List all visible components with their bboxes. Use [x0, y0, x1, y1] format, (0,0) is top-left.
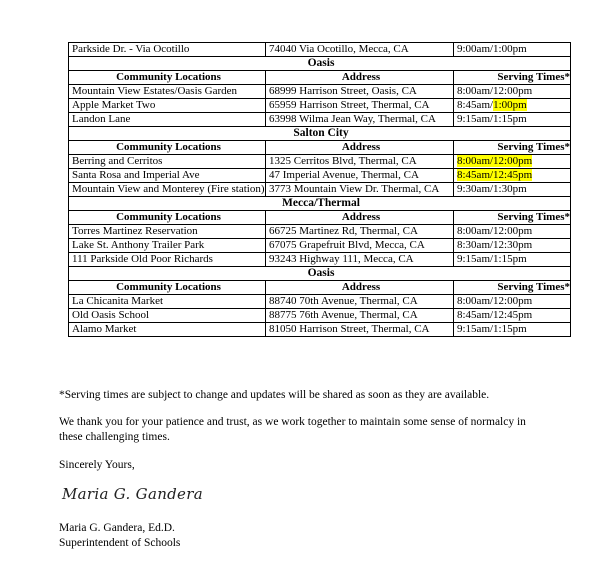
header-location: Community Locations: [69, 141, 266, 155]
table-row: [69, 85, 571, 99]
location-cell: Landon Lane: [69, 113, 266, 127]
header-row: [69, 211, 571, 225]
times-cell: 8:45am/12:45pm: [454, 309, 571, 323]
section-title: Oasis: [69, 57, 571, 71]
header-address: Address: [266, 141, 454, 155]
header-row: [69, 71, 571, 85]
header-location: Community Locations: [69, 211, 266, 225]
header-times: Serving Times*: [454, 281, 571, 295]
location-cell: Apple Market Two: [69, 99, 266, 113]
header-row: [69, 281, 571, 295]
times-cell: 9:15am/1:15pm: [454, 323, 571, 337]
table-row: [69, 225, 571, 239]
times-cell: [454, 155, 571, 169]
address-cell: 68999 Harrison Street, Oasis, CA: [266, 85, 454, 99]
address-cell: 47 Imperial Avenue, Thermal, CA: [266, 169, 454, 183]
signature: Maria G. Gandera: [62, 485, 203, 503]
table-row: [69, 323, 571, 337]
footnote: *Serving times are subject to change and updates will be shared as soon as they are available.: [59, 389, 490, 401]
times-cell: 8:00am/12:00pm: [454, 295, 571, 309]
table-row: [69, 113, 571, 127]
section-heading-row: [69, 267, 571, 281]
times-start: 8:45am/: [457, 99, 494, 111]
address-cell: 63998 Wilma Jean Way, Thermal, CA: [266, 113, 454, 127]
header-times: Serving Times*: [454, 141, 571, 155]
section-heading-row: [69, 197, 571, 211]
times-cell: 9:30am/1:30pm: [454, 183, 571, 197]
closing: Sincerely Yours,: [59, 459, 135, 471]
table-row: [69, 309, 571, 323]
times-cell: 8:00am/12:00pm: [454, 225, 571, 239]
times-cell: 9:00am/1:00pm: [454, 43, 571, 57]
location-cell: Santa Rosa and Imperial Ave: [69, 169, 266, 183]
header-location: Community Locations: [69, 71, 266, 85]
signer-name: Maria G. Gandera, Ed.D.: [59, 522, 175, 534]
table-row: [69, 155, 571, 169]
location-cell: Berring and Cerritos: [69, 155, 266, 169]
thanks-paragraph: We thank you for your patience and trust, as we work together to maintain some sense of normalcy in these challenging times.: [59, 416, 526, 443]
highlighted-time: 8:45am/12:45pm: [457, 169, 533, 181]
address-cell: 67075 Grapefruit Blvd, Mecca, CA: [266, 239, 454, 253]
address-cell: 88775 76th Avenue, Thermal, CA: [266, 309, 454, 323]
table-row: [69, 43, 571, 57]
section-heading-row: [69, 127, 571, 141]
times-cell: 8:30am/12:30pm: [454, 239, 571, 253]
header-address: Address: [266, 211, 454, 225]
location-cell: Lake St. Anthony Trailer Park: [69, 239, 266, 253]
header-location: Community Locations: [69, 281, 266, 295]
section-heading-row: [69, 57, 571, 71]
location-cell: Parkside Dr. - Via Ocotillo: [69, 43, 266, 57]
table-row: [69, 239, 571, 253]
signer-title: Superintendent of Schools: [59, 537, 181, 549]
address-cell: 74040 Via Ocotillo, Mecca, CA: [266, 43, 454, 57]
location-cell: La Chicanita Market: [69, 295, 266, 309]
header-address: Address: [266, 71, 454, 85]
address-cell: 65959 Harrison Street, Thermal, CA: [266, 99, 454, 113]
location-cell: Torres Martinez Reservation: [69, 225, 266, 239]
table-row: [69, 295, 571, 309]
table-row: [69, 99, 571, 113]
times-cell: [454, 99, 571, 113]
address-cell: 3773 Mountain View Dr. Thermal, CA: [266, 183, 454, 197]
location-cell: 111 Parkside Old Poor Richards: [69, 253, 266, 267]
times-cell: 8:00am/12:00pm: [454, 85, 571, 99]
times-cell: [454, 169, 571, 183]
section-title: Mecca/Thermal: [69, 197, 571, 211]
times-cell: 9:15am/1:15pm: [454, 253, 571, 267]
table-row: [69, 169, 571, 183]
address-cell: 81050 Harrison Street, Thermal, CA: [266, 323, 454, 337]
address-cell: 1325 Cerritos Blvd, Thermal, CA: [266, 155, 454, 169]
section-title: Oasis: [69, 267, 571, 281]
location-cell: Mountain View and Monterey (Fire station): [69, 183, 266, 197]
location-cell: Mountain View Estates/Oasis Garden: [69, 85, 266, 99]
location-cell: Old Oasis School: [69, 309, 266, 323]
table-row: [69, 183, 571, 197]
highlighted-time: 1:00pm: [493, 99, 527, 111]
header-row: [69, 141, 571, 155]
highlighted-time: 8:00am/12:00pm: [457, 155, 533, 167]
header-times: Serving Times*: [454, 71, 571, 85]
address-cell: 93243 Highway 111, Mecca, CA: [266, 253, 454, 267]
header-address: Address: [266, 281, 454, 295]
section-title: Salton City: [69, 127, 571, 141]
address-cell: 66725 Martinez Rd, Thermal, CA: [266, 225, 454, 239]
address-cell: 88740 70th Avenue, Thermal, CA: [266, 295, 454, 309]
location-cell: Alamo Market: [69, 323, 266, 337]
header-times: Serving Times*: [454, 211, 571, 225]
times-cell: 9:15am/1:15pm: [454, 113, 571, 127]
schedule-table: [68, 42, 571, 337]
table-row: [69, 253, 571, 267]
